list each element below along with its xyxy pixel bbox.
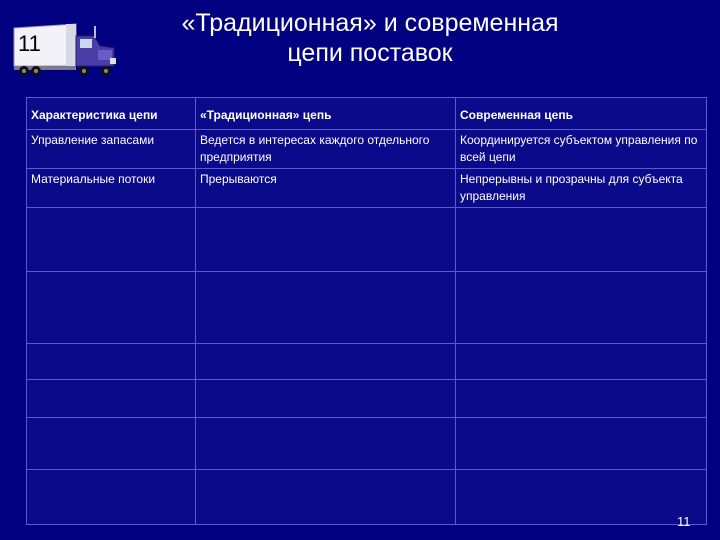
table-row xyxy=(27,470,707,525)
cell-traditional xyxy=(196,272,456,344)
table-row xyxy=(27,272,707,344)
cell-modern xyxy=(456,272,707,344)
cell-characteristic: Материальные потоки xyxy=(27,169,196,208)
cell-traditional: Прерываются xyxy=(196,169,456,208)
cell-traditional: Ведется в интересах каждого отдельного предприятия xyxy=(196,130,456,169)
page-number: 11 xyxy=(677,514,691,529)
cell-traditional xyxy=(196,470,456,525)
cell-characteristic xyxy=(27,470,196,525)
cell-traditional xyxy=(196,380,456,418)
header-modern: Современная цепь xyxy=(456,98,707,130)
cell-characteristic xyxy=(27,380,196,418)
table-row xyxy=(27,169,707,208)
cell-modern xyxy=(456,470,707,525)
table-row xyxy=(27,344,707,380)
cell-modern: Непрерывны и прозрачны для субъекта управления xyxy=(456,169,707,208)
table-row xyxy=(27,380,707,418)
slide-title xyxy=(130,8,610,68)
cell-characteristic xyxy=(27,418,196,470)
table-row xyxy=(27,418,707,470)
cell-traditional xyxy=(196,208,456,272)
cell-modern xyxy=(456,208,707,272)
cell-traditional xyxy=(196,418,456,470)
table-row xyxy=(27,130,707,169)
table-row xyxy=(27,208,707,272)
table-header-row xyxy=(27,98,707,130)
title-line-2: цепи поставок xyxy=(287,39,453,67)
cell-modern xyxy=(456,380,707,418)
cell-characteristic xyxy=(27,272,196,344)
header-characteristic: Характеристика цепи xyxy=(27,98,196,130)
cell-modern xyxy=(456,418,707,470)
header-traditional: «Традиционная» цепь xyxy=(196,98,456,130)
cell-modern: Координируется субъектом управления по всей цепи xyxy=(456,130,707,169)
slide-number-badge: 11 xyxy=(18,31,41,56)
comparison-table xyxy=(26,97,707,525)
cell-characteristic xyxy=(27,344,196,380)
cell-characteristic: Управление запасами xyxy=(27,130,196,169)
cell-characteristic xyxy=(27,208,196,272)
cell-traditional xyxy=(196,344,456,380)
cell-modern xyxy=(456,344,707,380)
title-line-1: «Традиционная» и современная xyxy=(181,9,559,37)
